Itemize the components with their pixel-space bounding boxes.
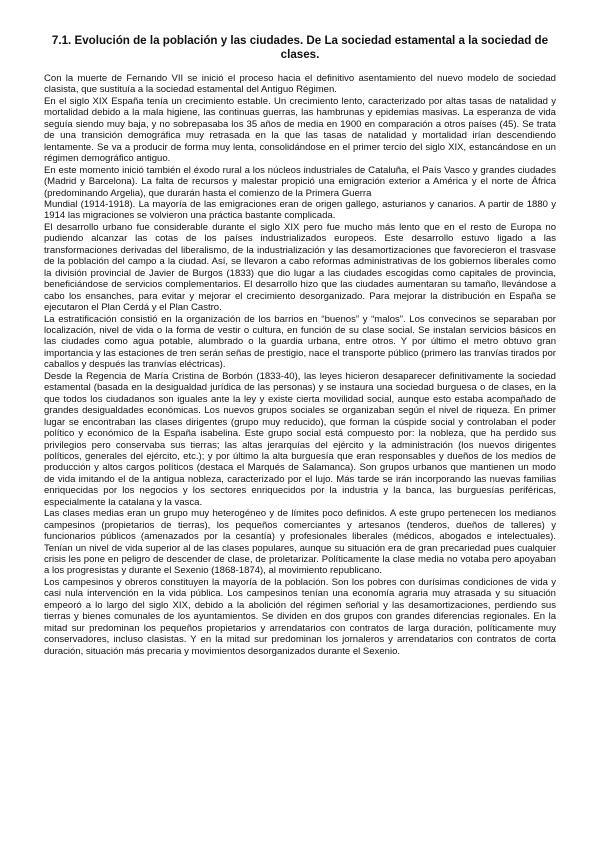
paragraph-rural-exodus: En este momento inició también el éxodo rural a los núcleos industriales de Cataluña, el País Vasco y grandes ciudades (Madrid y Barcelona). La falta de recursos y malestar propició una emigración exterior a América y el norte de África (predominando Argelia), que durarán hasta el comienzo de la Primera Guerra bbox=[44, 164, 556, 199]
paragraph-intro: Con la muerte de Fernando VII se inició el proceso hacia el definitivo asentamiento del nuevo modelo de sociedad clasista, que sustituía a la sociedad estamental del Antiguo Régimen. bbox=[44, 73, 556, 96]
paragraph-class-society: Desde la Regencia de María Cristina de Borbón (1833-40), las leyes hicieron desaparecer definitivamente la sociedad estamental (basada en la desigualdad jurídica de las personas) y se instaura una sociedad burguesa o de clases, en la que todos los ciudadanos son iguales ante la ley y existe cierta movilidad social, aunque esto estaba acompañado de grandes desigualdades económicas. Los nuevos grupos sociales se organizaban según el nivel de riqueza. En primer lugar se encontraban las clases dirigentes (grupo muy reducido), que forman la cúspide social y controlaban el poder político y económico de la España isabelina. Este grupo social está compuesto por: la nobleza, que ha perdido sus privilegios pero conservaba sus tierras; las altas jerarquías del ejército y la administración (los nuevos dirigentes políticos, generales del ejército, etc.); y por último la alta burguesía que eran responsables y dueños de los medios de producción y altos cargos políticos (destaca el Marqués de Salamanca). Son grupos urbanos que mantienen un modo de vida imitando el de la antigua nobleza, caracterizado por el lujo. Más tarde se irán incorporando las nuevas familias enriquecidas por los negocios y los sectores enriquecidos por la industria y la banca, las burguesías periféricas, especialmente la catalana y la vasca. bbox=[44, 370, 556, 508]
paragraph-emigration: Mundial (1914-1918). La mayoría de las emigraciones eran de origen gallego, asturianos y canarios. A partir de 1880 y 1914 las migraciones se volvieron una práctica bastante complicada. bbox=[44, 198, 556, 222]
paragraph-stratification: La estratificación consistió en la organización de los barrios en “buenos” y “malos”. Los convecinos se separaban por localización, nivel de vida o la forma de vestir o cultura, en función de su clase social. Se instalan servicios básicos en las ciudades como agua potable, alumbrado o la guardia urbana, entre otros. Y por último el metro obtuvo gran importancia y las estaciones de tren serán señas de prestigio, nace el transporte público (primero las tranvías tirados por caballos y después las tranvías eléctricas). bbox=[44, 313, 556, 371]
document-title: 7.1. Evolución de la población y las ciudades. De La sociedad estamental a la sociedad de clases. bbox=[51, 34, 549, 61]
paragraph-urban-development: El desarrollo urbano fue considerable durante el siglo XIX pero fue mucho más lento que en el resto de Europa no pudiendo alcanzar las cotas de los países industrializados europeos. Este desarrollo estuvo ligado a las transformaciones derivadas del liberalismo, de la industrialización y las desamortizaciones que favorecieron el trasvase de la población del campo a la ciudad. Así, se llevaron a cabo reformas administrativas de los gobiernos liberales como la división provincial de Javier de Burgos (1833) que dio lugar a las ciudades escogidas como capitales de provincia, beneficiándose de servicios complementarios. El desarrollo hizo que las ciudades aumentaran su tamaño, llevándose a cabo los ensanches, para evitar y mejorar el crecimiento desorganizado. Para mejorar la distribución en España se ejecutaron el Plan Cerdá y el Plan Castro. bbox=[44, 221, 556, 314]
paragraph-demography: En el siglo XIX España tenía un crecimiento estable. Un crecimiento lento, caracterizado por altas tasas de natalidad y mortalidad debido a la mala higiene, las continuas guerras, las hambrunas y epidemias masivas. La esperanza de vida seguía siendo muy baja, y no sobrepasaba los 35 años de media en 1900 en comparación a otros países (45). Se trata de una transición demográfica muy retrasada en la que las tasas de natalidad y mortalidad irían descendiendo lentamente. Se va a producir de forma muy lenta, consolidándose en el primer tercio del siglo XIX, estancándose en un régimen demográfico antiguo. bbox=[44, 95, 556, 165]
paragraph-middle-classes: Las clases medias eran un grupo muy heterogéneo y de límites poco definidos. A este grupo pertenecen los medianos campesinos (propietarios de tierras), los pequeños comerciantes y artesanos (tenderos, dueños de talleres) y funcionarios públicos (amenazados por la cesantía) y profesionales liberales (médicos, abogados e intelectuales). Tenían un nivel de vida superior al de las clases populares, aunque su situación era de gran precariedad pues cualquier crisis les pone en peligro de descender de clase, de proletarizar. Políticamente la clase media no votaba pero apoyaban a los progresistas y durante el Sexenio (1868-1874), al movimiento republicano. bbox=[44, 508, 556, 577]
paragraph-peasants-workers: Los campesinos y obreros constituyen la mayoría de la población. Son los pobres con durísimas condiciones de vida y casi nula intervención en la vida pública. Los campesinos tenían una economía agraria muy atrasada y su situación empeoró a lo largo del siglo XIX, debido a la abolición del régimen señorial y las desamortizaciones, perdiendo sus tierras y bienes comunales de los ayuntamientos. Se dividen en dos grupos con grandes diferencias regionales. En la mitad sur predominan los pequeños propietarios y arrendatarios con contratos de larga duración, políticamente muy conservadores, incluso clasistas. Y en la mitad sur predominan los jornaleros y arrendatarios con contratos de corta duración, situación más precaria y movimientos desorganizados durante el Sexenio. bbox=[44, 576, 556, 657]
document-body bbox=[44, 73, 556, 657]
